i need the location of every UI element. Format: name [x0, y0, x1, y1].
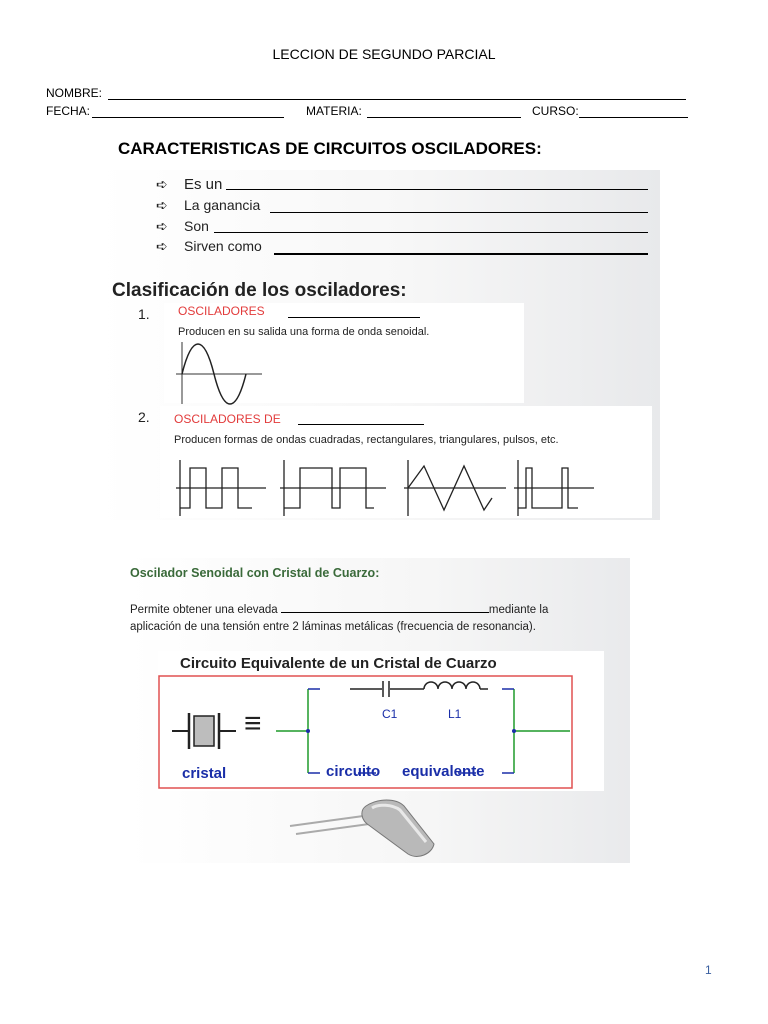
crystal-symbol-icon	[172, 713, 236, 749]
capacitor-label: C1	[382, 707, 398, 721]
bullet-label: Son	[184, 218, 209, 234]
bullet-blank[interactable]	[274, 253, 648, 255]
osc-type-blank[interactable]	[298, 424, 424, 425]
quartz-crystal-photo-icon	[288, 796, 438, 860]
arrow-icon: ➪	[156, 218, 168, 234]
crystal-text-line2: aplicación de una tensión entre 2 láminas metálicas (frecuencia de resonancia).	[130, 621, 536, 633]
circuit-title: Circuito Equivalente de un Cristal de Cuarzo	[180, 655, 497, 672]
equivalent-label-1: circuito	[326, 763, 381, 780]
page-title: LECCION DE SEGUNDO PARCIAL	[272, 46, 496, 62]
crystal-label: cristal	[182, 765, 227, 782]
materia-field[interactable]	[367, 117, 521, 118]
equivalent-circuit-figure	[158, 651, 604, 791]
materia-label: MATERIA:	[306, 104, 362, 118]
page-number: 1	[705, 963, 712, 977]
osc-type-label: OSCILADORES DE	[174, 412, 281, 426]
item-number: 2.	[138, 409, 150, 425]
bullet-blank[interactable]	[214, 232, 648, 233]
osc-description: Producen en su salida una forma de onda senoidal.	[178, 326, 430, 338]
characteristics-panel	[98, 170, 660, 520]
crystal-text-after: mediante la	[488, 604, 549, 616]
classification-title: Clasificación de los osciladores:	[112, 280, 407, 301]
fecha-label: FECHA:	[46, 104, 91, 118]
osc-type-blank[interactable]	[288, 317, 420, 318]
crystal-blank[interactable]	[281, 612, 489, 613]
nombre-label: NOMBRE:	[46, 86, 103, 100]
osc-description: Producen formas de ondas cuadradas, rectangulares, triangulares, pulsos, etc.	[174, 434, 559, 446]
bullet-blank[interactable]	[270, 212, 648, 213]
bullet-label: La ganancia	[184, 197, 261, 213]
bullet-blank[interactable]	[226, 189, 648, 190]
bullet-label: Sirven como	[184, 238, 262, 254]
osc-type-label: OSCILADORES	[178, 304, 265, 318]
item-number: 1.	[138, 306, 150, 322]
fecha-field[interactable]	[92, 117, 284, 118]
nombre-field[interactable]	[108, 99, 686, 100]
crystal-panel	[128, 558, 630, 863]
crystal-description	[130, 602, 620, 636]
crystal-title: Oscilador Senoidal con Cristal de Cuarzo:	[130, 566, 380, 580]
crystal-text-before: Permite obtener una elevada	[130, 604, 278, 616]
waveforms-icon	[176, 456, 596, 518]
curso-label: CURSO:	[532, 104, 579, 118]
section-title: CARACTERISTICAS DE CIRCUITOS OSCILADORES:	[118, 139, 542, 158]
arrow-icon: ➪	[156, 238, 168, 254]
equivalent-sign: ≡	[244, 707, 262, 740]
sine-wave-icon	[174, 342, 264, 406]
equivalent-label-2: equivalente	[402, 763, 485, 780]
curso-field[interactable]	[579, 117, 688, 118]
bullet-label: Es un	[184, 176, 223, 193]
arrow-icon: ➪	[156, 176, 168, 192]
inductor-label: L1	[448, 707, 462, 721]
arrow-icon: ➪	[156, 197, 168, 213]
